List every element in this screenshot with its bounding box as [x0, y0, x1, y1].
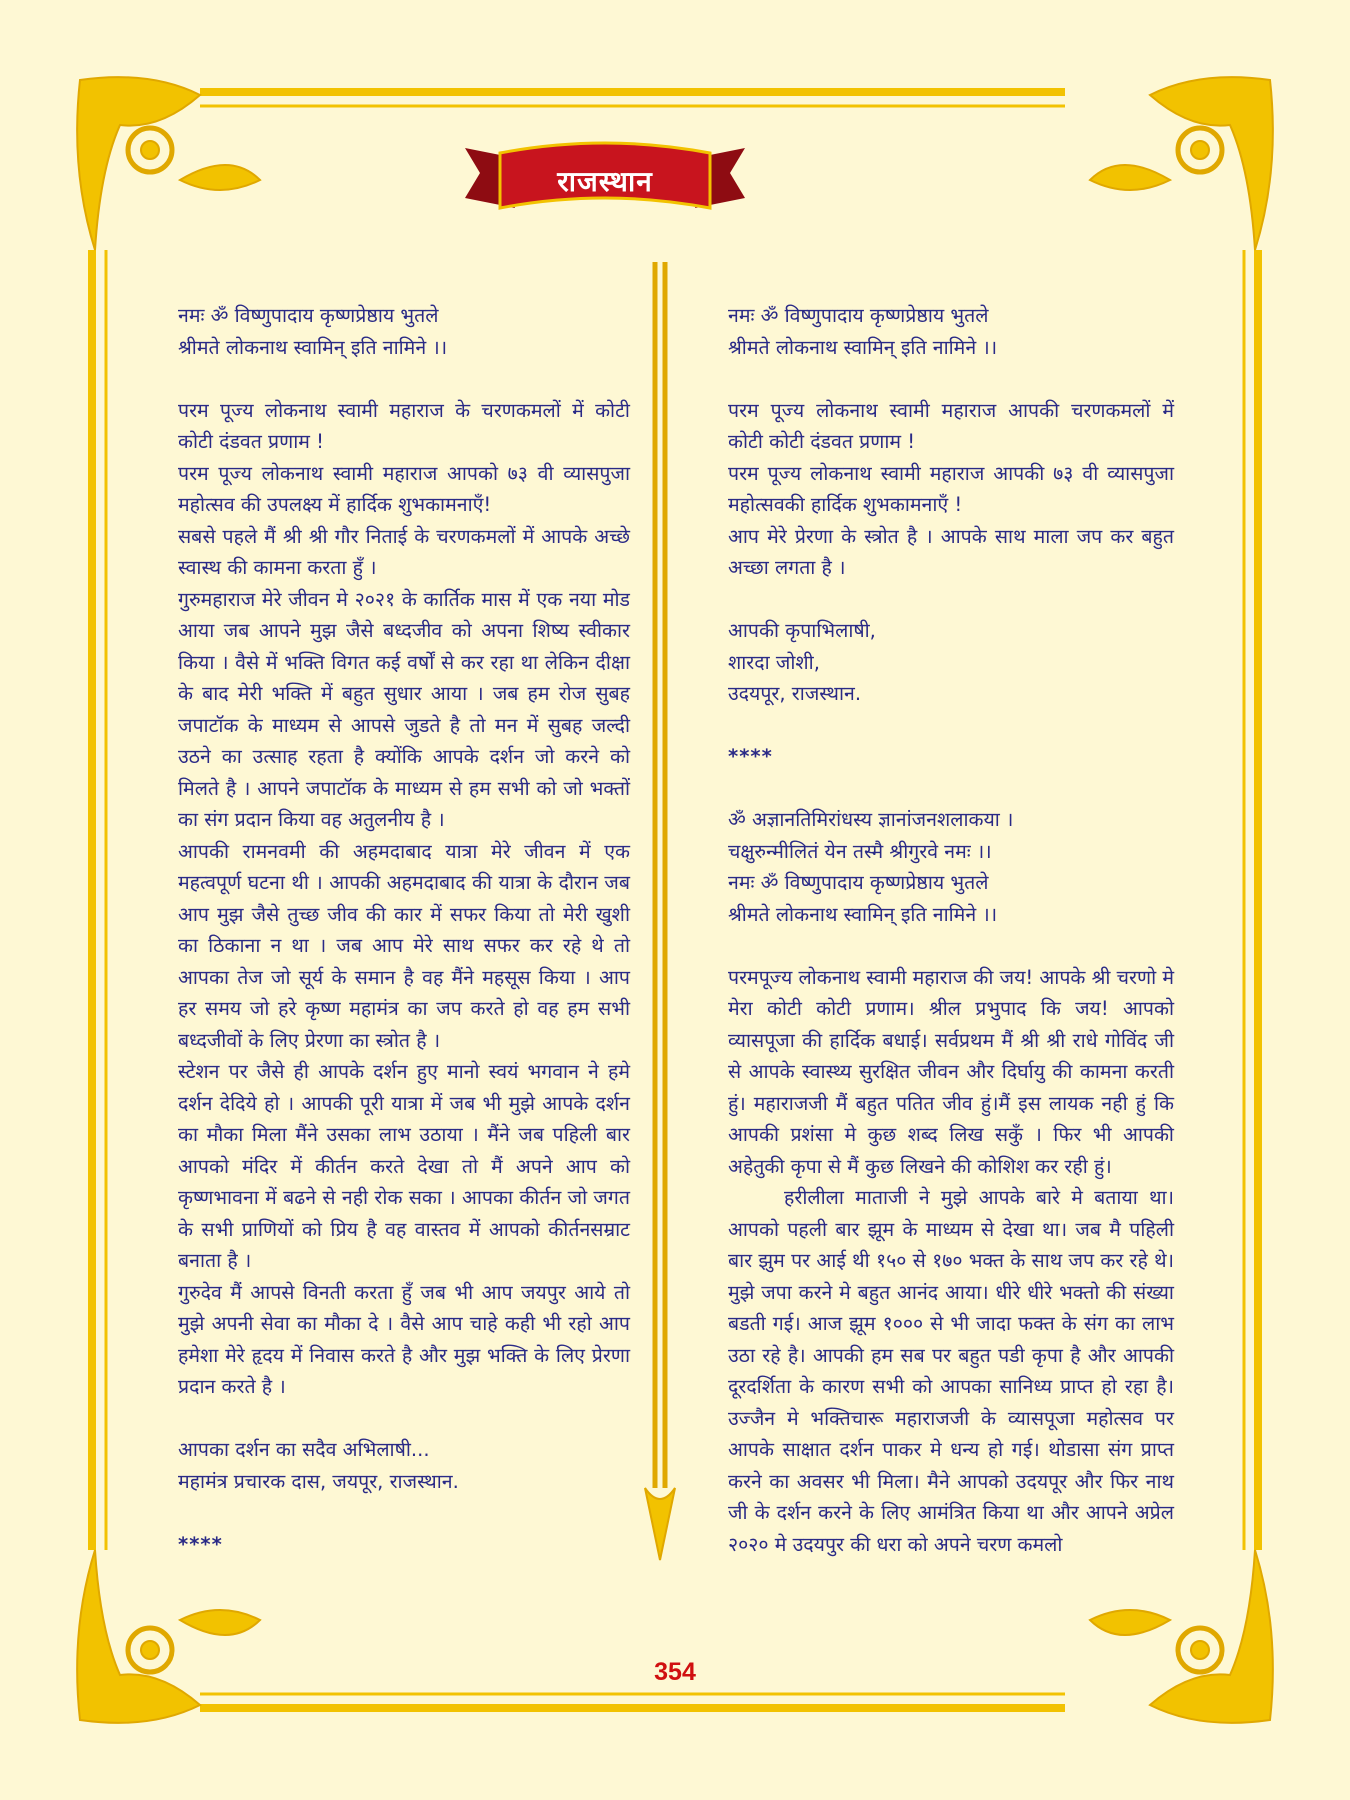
separator: ****: [728, 745, 773, 768]
paragraph: परमपूज्य लोकनाथ स्वामी महाराज की जय! आपके श्री चरणो मे मेरा कोटी कोटी प्रणाम। श्रील प्रभुपाद कि जय! आपको व्यासपूजा की हार्दिक बधाई। सर्वप्रथम मैं श्री श्री राधे गोविंद जी से आपके स्वास्थ्य सुरक्षित जीवन और दिर्घायु की कामना करती हुं। महाराजजी मैं बहुत पतित जीव हुं।मैं इस लायक नही हुं कि आपकी प्रशंसा मे कुछ शब्द लिख सकुँ । फिर भी आपकी अहेतुकी कृपा से मैं कुछ लिखने की कोशिश कर रही हुं।: [728, 965, 1174, 1178]
invocation-line: श्रीमते लोकनाथ स्वामिन् इति नामिने ।।: [178, 335, 448, 359]
corner-ornament-top-left: [77, 77, 260, 250]
paragraph: परम पूज्य लोकनाथ स्वामी महाराज के चरणकमलों में कोटी कोटी दंडवत प्रणाम !: [178, 398, 630, 453]
corner-ornament-top-right: [1090, 77, 1273, 250]
page-number: 354: [654, 1658, 696, 1686]
paragraph: परम पूज्य लोकनाथ स्वामी महाराज आपकी ७३ वी व्यासपुजा महोत्सवकी हार्दिक शुभकामनाएँ !: [728, 461, 1174, 516]
invocation-line: श्रीमते लोकनाथ स्वामिन् इति नामिने ।।: [728, 902, 998, 926]
signature-line: आपकी कृपाभिलाषी,: [728, 619, 876, 642]
left-column: [178, 300, 630, 1560]
paragraph: परम पूज्य लोकनाथ स्वामी महाराज आपको ७३ वी व्यासपुजा महोत्सव की उपलक्ष्य में हार्दिक शुभकामनाएँ!: [178, 461, 630, 516]
paragraph: सबसे पहले मैं श्री श्री गौर निताई के चरणकमलों में आपके अच्छे स्वास्थ की कामना करता हुँ ।: [178, 524, 630, 579]
signature-line: उदयपूर, राजस्थान.: [728, 682, 862, 705]
paragraph: आप मेरे प्रेरणा के स्त्रोत है । आपके साथ माला जप कर बहुत अच्छा लगता है ।: [728, 524, 1174, 579]
paragraph: आपकी रामनवमी की अहमदाबाद यात्रा मेरे जीवन में एक महत्वपूर्ण घटना थी । आपकी अहमदाबाद की यात्रा के दौरान जब आप मुझ जैसे तुच्छ जीव की कार में सफर किया तो मेरी खुशी का ठिकाना न था । जब आप मेरे साथ सफर कर रहे थे तो आपका तेज जो सूर्य के समान है वह मैंने महसूस किया । आप हर समय जो हरे कृष्ण महामंत्र का जप करते हो वह हम सभी बध्दजीवों के लिए प्रेरणा का स्त्रोत है ।: [178, 839, 630, 1052]
invocation-line: चक्षुरुन्मीलितं येन तस्मै श्रीगुरवे नमः ।।: [728, 839, 992, 863]
paragraph: हरीलीला माताजी ने मुझे आपके बारे मे बताया था। आपको पहली बार झूम के माध्यम से देखा था। जब मै पहिली बार झुम पर आई थी १५० से १७० भक्त के साथ जप कर रहे थे। मुझे जपा करने मे बहुत आनंद आया। धीरे धीरे भक्तो की संख्या बडती गई। आज झूम १००० से भी जादा फक्त के संग का लाभ उठा रहे है। आपकी हम सब पर बहुत पडी कृपा है और आपकी दूरदर्शिता के कारण सभी को आपका सानिध्य प्राप्त हो रहा है। उज्जैन मे भक्तिचारू महाराजजी के व्यासपूजा महोत्सव पर आपके साक्षात दर्शन पाकर मे धन्य हो गई। थोडासा संग प्राप्त करने का अवसर भी मिला। मैने आपको उदयपूर और फिर नाथ जी के दर्शन करने के लिए आमंत्रित किया था और आपने अप्रेल २०२० मे उदयपुर की धरा को अपने चरण कमलो: [728, 1186, 1174, 1556]
separator: ****: [178, 1532, 223, 1556]
paragraph: गुरुमहाराज मेरे जीवन मे २०२१ के कार्तिक मास में एक नया मोड आया जब आपने मुझ जैसे बध्दजीव को अपना शिष्य स्वीकार किया । वैसे में भक्ति विगत कई वर्षों से कर रहा था लेकिन दीक्षा के बाद मेरी भक्ति में बहुत सुधार आया । जब हम रोज सुबह जपाटॉक के माध्यम से आपसे जुडते है तो मन में सुबह जल्दी उठने का उत्साह रहता है क्योंकि आपके दर्शन जो करने को मिलते है । आपने जपाटॉक के माध्यम से हम सभी को जो भक्तों का संग प्रदान किया वह अतुलनीय है ।: [178, 587, 630, 831]
invocation-line: नमः ॐ विष्णुपादाय कृष्णप्रेष्ठाय भुतले: [728, 871, 989, 894]
invocation-line: श्रीमते लोकनाथ स्वामिन् इति नामिने ।।: [728, 335, 998, 359]
signature-line: महामंत्र प्रचारक दास, जयपूर, राजस्थान.: [178, 1469, 459, 1493]
paragraph: स्टेशन पर जैसे ही आपके दर्शन हुए मानो स्वयं भगवान ने हमे दर्शन देदिये हो । आपकी पूरी यात्रा में जब भी मुझे आपके दर्शन का मौका मिला मैंने उसका लाभ उठाया । मैंने जब पहिली बार आपको मंदिर में कीर्तन करते देखा तो मैं अपने आप को कृष्णभावना में बढने से नही रोक सका । आपका कीर्तन जो जगत के सभी प्राणियों को प्रिय है वह वास्तव में आपको कीर्तनसम्राट बनाता है ।: [178, 1060, 630, 1272]
signature-line: आपका दर्शन का सदैव अभिलाषी...: [178, 1438, 430, 1461]
banner-title: राजस्थान: [557, 165, 653, 198]
paragraph: परम पूज्य लोकनाथ स्वामी महाराज आपकी चरणकमलों में कोटी कोटी दंडवत प्रणाम !: [728, 398, 1174, 453]
corner-ornament-bottom-right: [1090, 1550, 1273, 1723]
right-column: [728, 300, 1174, 1560]
corner-ornament-bottom-left: [77, 1550, 260, 1723]
invocation-line: नमः ॐ विष्णुपादाय कृष्णप्रेष्ठाय भुतले: [728, 304, 989, 327]
invocation-line: नमः ॐ विष्णुपादाय कृष्णप्रेष्ठाय भुतले: [178, 304, 439, 327]
column-divider: [645, 262, 675, 1560]
invocation-line: ॐ अज्ञानतिमिरांधस्य ज्ञानांजनशलाकया ।: [728, 808, 1014, 831]
signature-line: शारदा जोशी,: [728, 650, 820, 674]
paragraph: गुरुदेव मैं आपसे विनती करता हुँ जब भी आप जयपुर आये तो मुझे अपनी सेवा का मौका दे । वैसे आप चाहे कही भी रहो आप हमेशा मेरे हृदय में निवास करते है और मुझ भक्ति के लिए प्रेरणा प्रदान करते है ।: [178, 1280, 630, 1398]
